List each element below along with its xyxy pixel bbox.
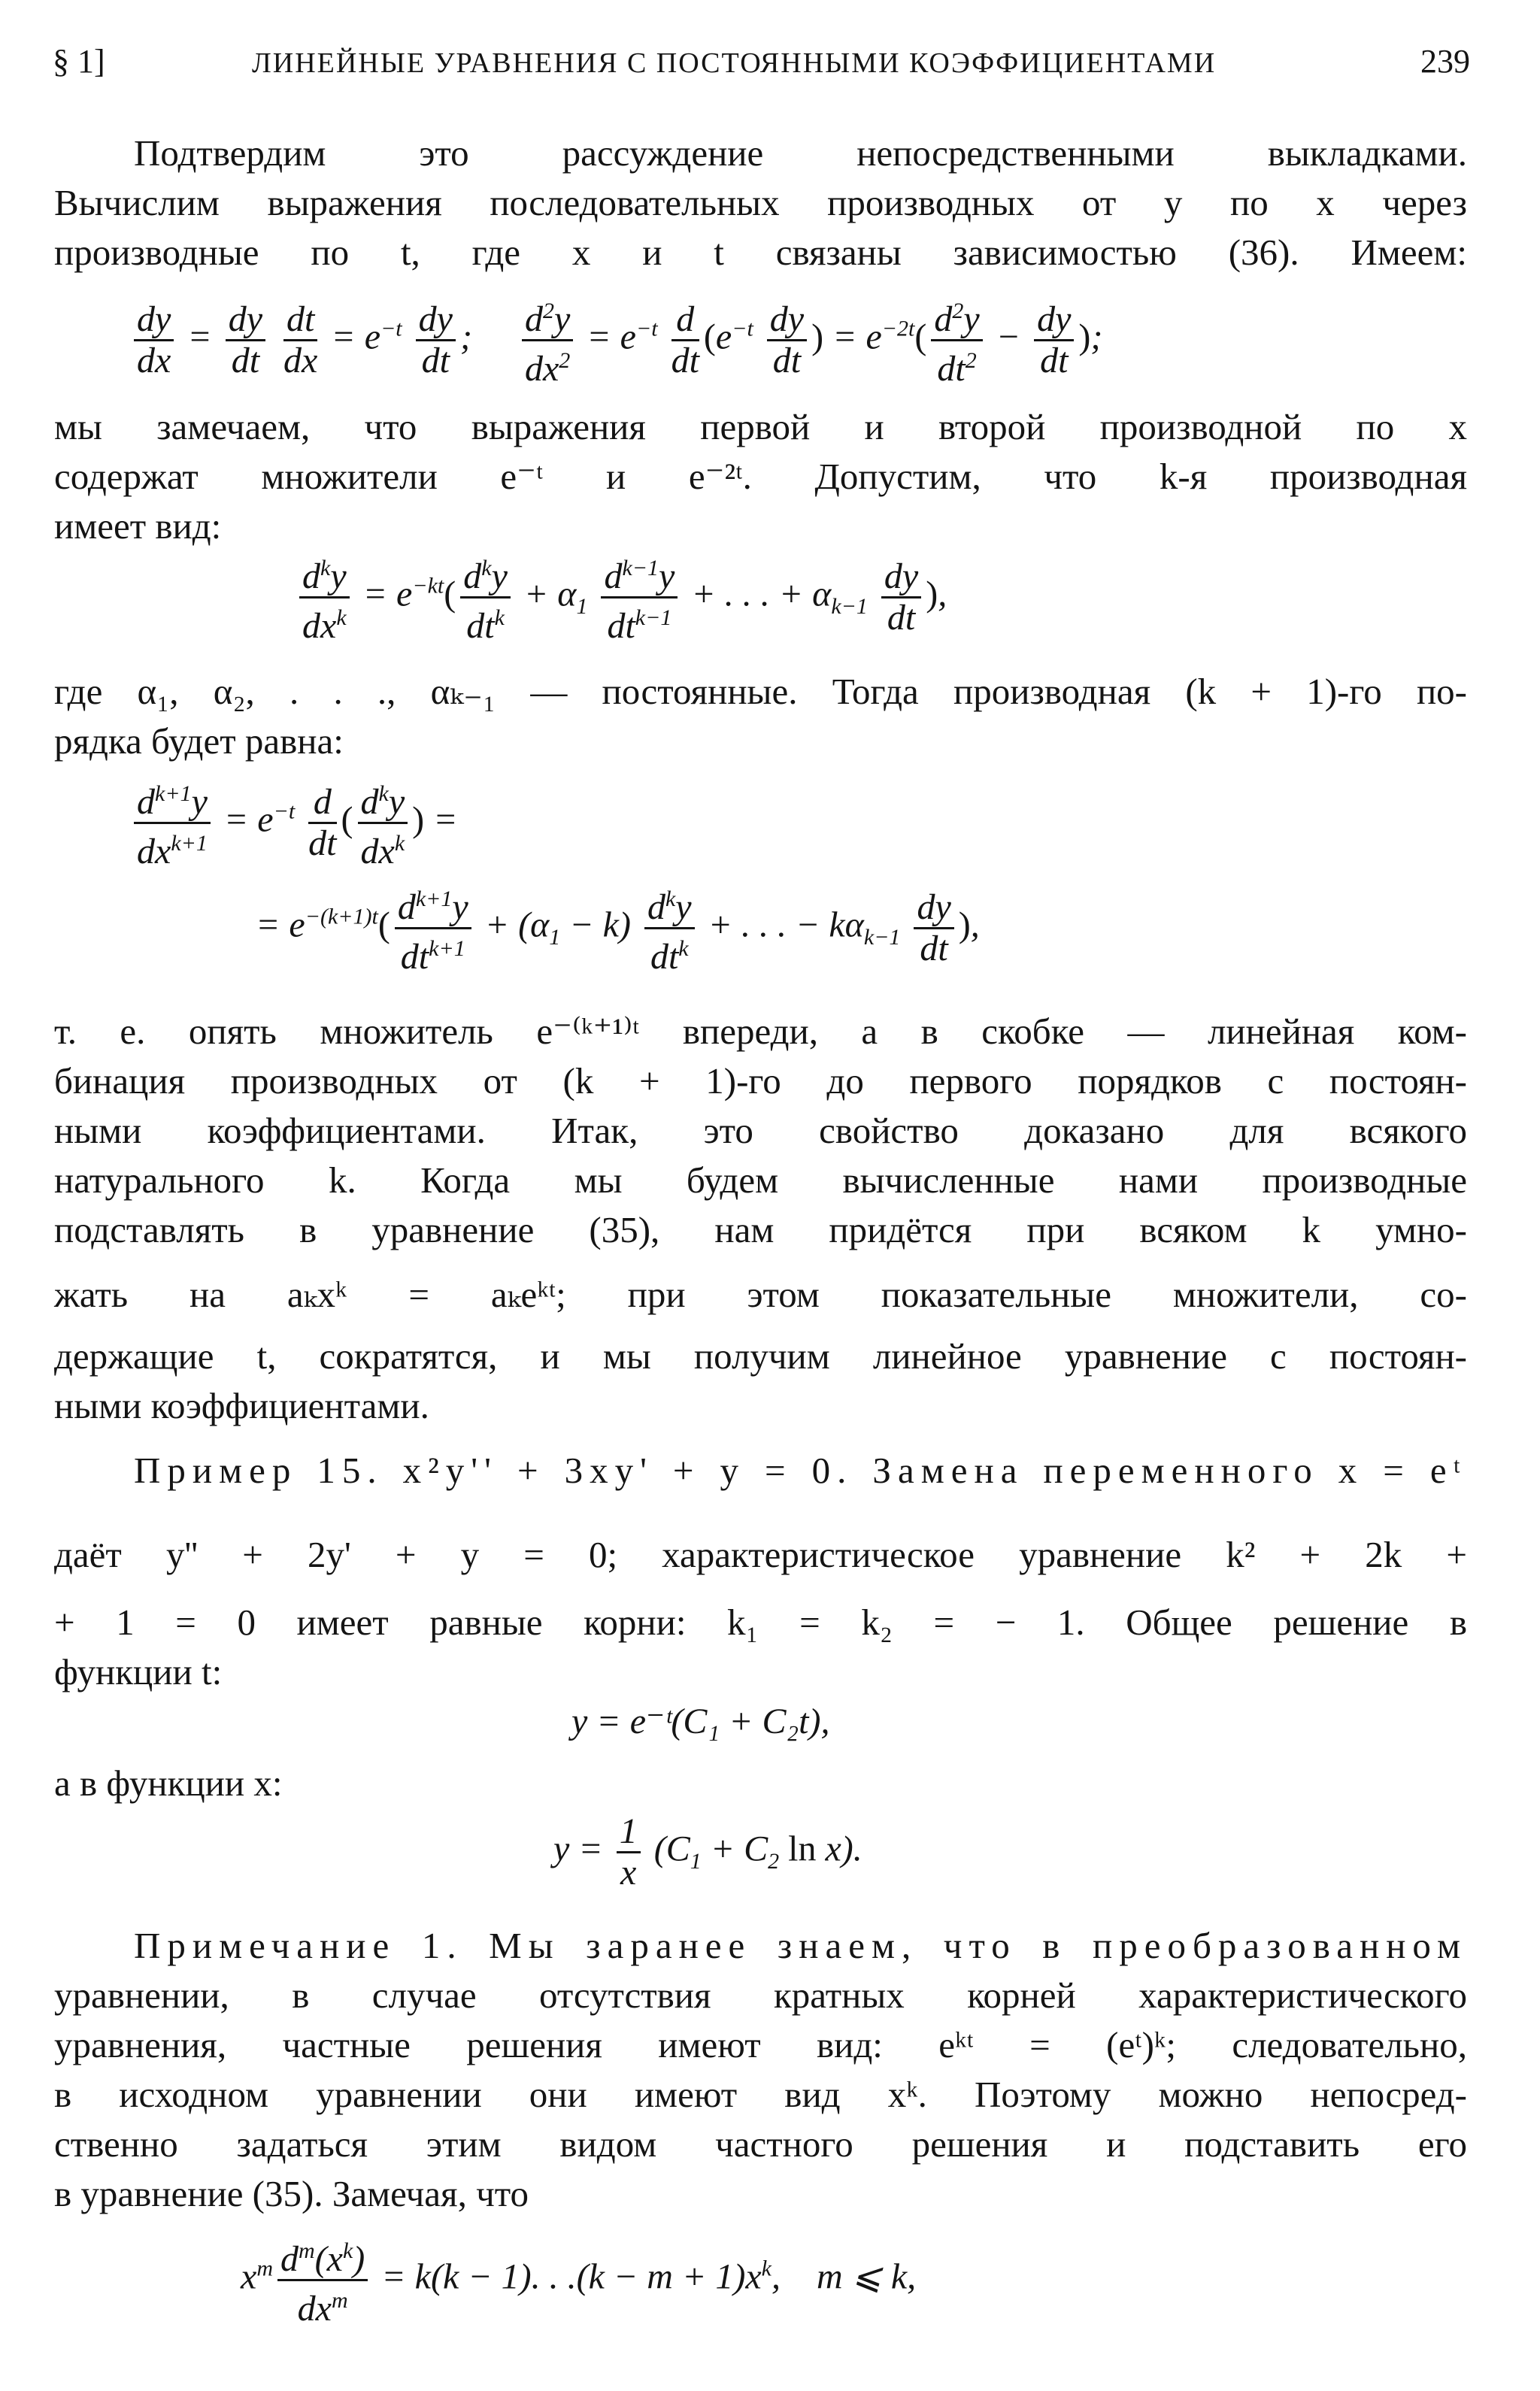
text-line: ными коэффициентами. Итак, это свойство доказано для всякого <box>54 1110 1467 1151</box>
text-line: мы замечаем, что выражения первой и второй производной по x <box>54 406 1467 447</box>
text-line: жать на aₖxᵏ = aₖeᵏᵗ; при этом показательные множители, со- <box>54 1274 1467 1315</box>
remark-heading-line: Примечание 1. Мы заранее знаем, что в преобразованном <box>134 1925 1467 1966</box>
formula-k-plus-1-derivative-b: = $e^{-(k+1)t}$( $\frac{d^{k+1}y}{dt^{k+1}}$ + $(\alpha_1 - k)$ $\frac{d^ky}{dt^k}$ + . . . − $k\alpha_{k-1}$ $\frac{dy}{dt}$ ), <box>256 880 980 977</box>
text-line: + 1 = 0 имеет равные корни: k₁ = k₂ = − 1. Общее решение в <box>54 1602 1467 1643</box>
text-line: держащие t, сократятся, и мы получим линейное уравнение с постоян- <box>54 1335 1467 1377</box>
section-mark: § 1] <box>53 43 105 80</box>
formula-power-derivative: $x^m$ $\frac{d^m(x^k)}{dx^m}$ = k(k − 1). . $.(k - m + 1)x^k$, m ⩽ k, <box>241 2232 916 2329</box>
example-heading-line: Пример 15. x²y'' + 3xy' + y = 0. Замена переменного x = eᵗ <box>134 1450 1467 1491</box>
formula-derivatives-1-2: $\frac{dy}{dx}$ = $\frac{dy}{dt}$ $\frac{dt}{dx}$ = $e^{-t}$ $\frac{dy}{dt}$ ; $\frac{d^2y}{dx^2}$ = $e^{-t}$ $\frac{d}{dt}$ ($e^{-t}$ $\frac{dy}{dt}$ ) = $e^{-2t}$( $\frac{d^2y}{dt^2}$ − $\frac{dy}{dt}$ ); <box>129 292 1102 389</box>
page-number: 239 <box>1420 43 1470 80</box>
text-line: натурального k. Когда мы будем вычисленные нами производные <box>54 1159 1467 1201</box>
text-line: в уравнение (35). Замечая, что <box>54 2173 529 2214</box>
text-line: ственно задаться этим видом частного решения и подставить его <box>54 2123 1467 2165</box>
text-line: в исходном уравнении они имеют вид xᵏ. Поэтому можно непосред- <box>54 2074 1467 2115</box>
text-line: рядка будет равна: <box>54 720 344 762</box>
formula-solution-t: y = e⁻ᵗ(C₁ + C₂t), <box>571 1702 830 1741</box>
text-line: бинация производных от (k + 1)-го до первого порядков с постоян- <box>54 1060 1467 1102</box>
header-title: ЛИНЕЙНЫЕ УРАВНЕНИЯ С ПОСТОЯННЫМИ КОЭФФИЦИЕНТАМИ <box>252 47 1217 79</box>
text-line: уравнении, в случае отсутствия кратных корней характеристического <box>54 1974 1467 2016</box>
text-line: Подтвердим это рассуждение непосредственными выкладками. <box>134 132 1467 174</box>
text-line: Вычислим выражения последовательных производных от y по x через <box>54 182 1467 223</box>
text-line: а в функции x: <box>54 1762 283 1804</box>
text-line: уравнения, частные решения имеют вид: eᵏᵗ = (eᵗ)ᵏ; следовательно, <box>54 2024 1467 2065</box>
text-line: даёт y'' + 2y' + y = 0; характеристическое уравнение k² + 2k + <box>54 1534 1467 1575</box>
text-line: т. е. опять множитель e⁻⁽ᵏ⁺¹⁾ᵗ впереди, а в скобке — линейная ком- <box>54 1011 1467 1052</box>
formula-kth-derivative: $\frac{d^ky}{dx^k}$ = $e^{-kt}$( $\frac{d^ky}{dt^k}$ + $\alpha_1$ $\frac{d^{k-1}y}{dt^{k-1}}$ + . . . + $\alpha_{k-1}$ $\frac{dy}{dt}$ ), <box>295 549 947 646</box>
text-line: ными коэффициентами. <box>54 1385 429 1426</box>
running-header <box>53 42 1470 87</box>
text-line: содержат множители e⁻ᵗ и e⁻²ᵗ. Допустим, что k-я производная <box>54 456 1467 497</box>
text-line: имеет вид: <box>54 505 222 547</box>
formula-solution-x: y = $\frac{1}{x}$ ($C_1 + C_2$ ln x). <box>553 1811 862 1892</box>
text-line: где α₁, α₂, . . ., αₖ₋₁ — постоянные. Тогда производная (k + 1)-го по- <box>54 671 1467 712</box>
text-line: подставлять в уравнение (35), нам придётся при всяком k умно- <box>54 1209 1467 1250</box>
text-line: функции t: <box>54 1651 223 1692</box>
formula-k-plus-1-derivative-a: $\frac{d^{k+1}y}{dx^{k+1}}$ = $e^{-t}$ $\frac{d}{dt}$ ( $\frac{d^ky}{dx^k}$ ) = <box>129 774 458 871</box>
text-line: производные по t, где x и t связаны зависимостью (36). Имеем: <box>54 232 1467 273</box>
